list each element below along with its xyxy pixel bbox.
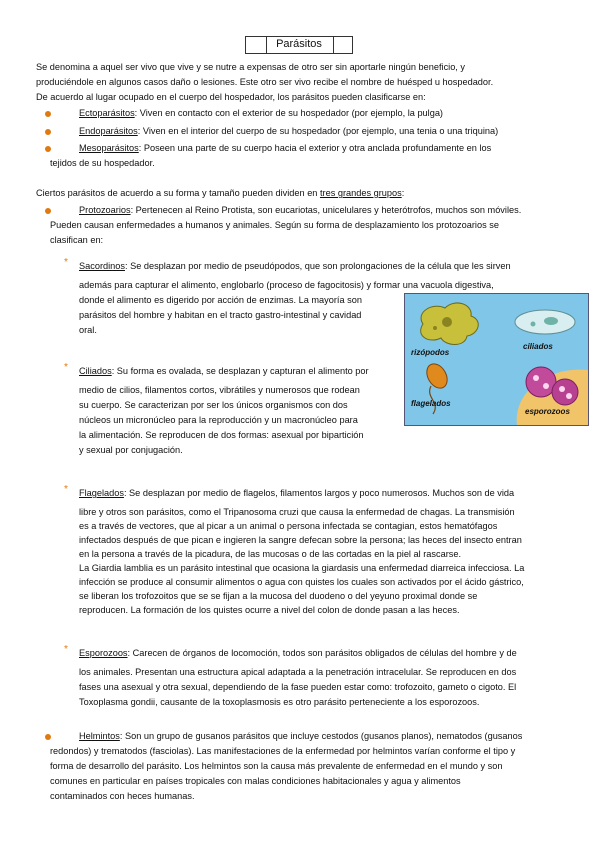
groups-intro-pre: Ciertos parásitos de acuerdo a su forma y tamaño pueden dividen en <box>36 188 320 198</box>
sporozoa-spot <box>533 375 539 381</box>
sarcodinos-line-4: parásitos del hombre y habitan en el tracto gastro-intestinal y cavidad <box>79 310 362 320</box>
flagelados-line-9: reproducen. La formación de los quistes ocurre a nivel del colon de donde pasan a las heces. <box>79 605 460 615</box>
bullet-icon <box>45 734 51 740</box>
ciliados-line-2: medio de cilios, filamentos cortos, vibrátiles y numerosos que rodean <box>79 385 360 395</box>
class-meso-cont: tejidos de su hospedador. <box>50 158 155 168</box>
sarcodinos-line-1 <box>79 259 511 274</box>
star-bullet-icon: * <box>64 484 68 495</box>
intro-line-3: De acuerdo al lugar ocupado en el cuerpo del hospedador, los parásitos pueden clasificarse en: <box>36 92 426 102</box>
class-ecto-text: : Viven en contacto con el exterior de su hospedador (por ejemplo, la pulga) <box>134 108 443 118</box>
term-meso: Mesoparásitos <box>79 143 139 153</box>
sporozoa-spot <box>559 386 565 392</box>
bullet-icon <box>45 111 51 117</box>
bullet-icon <box>45 208 51 214</box>
page-title-box <box>245 36 353 54</box>
term-ecto: Ectoparásitos <box>79 108 135 118</box>
bullet-icon <box>45 129 51 135</box>
sporozoa-spot <box>566 393 572 399</box>
term-helmintos: Helmintos <box>79 731 120 741</box>
sporozoa-spot <box>543 383 549 389</box>
flagelados-line-1 <box>79 486 514 501</box>
term-flagelados: Flagelados <box>79 488 124 498</box>
helmintos-line-3: forma de desarrollo del parásito. Los helmintos son la causa más prevalente de enfermedad en el mundo y son <box>50 761 503 771</box>
term-ciliados: Ciliados <box>79 366 112 376</box>
protozoarios-line-1 <box>79 203 521 218</box>
ciliados-line-4: núcleos un micronúcleo para la reproducción y un macronúcleo para <box>79 415 358 425</box>
term-esporozoos: Esporozoos <box>79 648 128 658</box>
helmintos-line-4: comunes en particular en países tropicales con malas condiciones habitacionales y agua y alimentos <box>50 776 461 786</box>
esporozoos-line-2: los animales. Presentan una estructura apical adaptada a la penetración intracelular. Se reproducen en dos <box>79 667 517 677</box>
groups-intro <box>36 186 404 201</box>
sarcodinos-line-2: además para capturar el alimento, englobarlo (proceso de fagocitosis) y formar una vacuola digestiva, <box>79 280 494 290</box>
esporozoos-line-4: Toxoplasma gondii, causante de la toxoplasmosis es otro parásito perteneciente a los esporozoos. <box>79 697 480 707</box>
label-esporozoos: esporozoos <box>525 407 570 416</box>
sporozoa-cell-2 <box>552 379 578 405</box>
helmintos-line-2: redondos) y trematodos (fasciolas). Las manifestaciones de la enfermedad por helmintos varían conforme el tipo y <box>50 746 516 756</box>
protozoarios-line-3: clasifican en: <box>50 235 104 245</box>
flagelados-line-8: se liberan los trofozoitos que se se fijan a la mucosa del duodeno o del yeyuno proximal donde se <box>79 591 478 601</box>
star-bullet-icon: * <box>64 644 68 655</box>
esporozoos-line-1 <box>79 646 517 661</box>
intro-line-1: Se denomina a aquel ser vivo que vive y se nutre a expensas de otro ser sin aportarle ningún beneficio, y <box>36 62 466 72</box>
ciliados-line-5: la alimentación. Se reproducen de dos formas: asexual por bipartición <box>79 430 364 440</box>
sarcodinos-line-3: donde el alimento es digerido por acción de enzimas. La mayoría son <box>79 295 362 305</box>
esporozoos-text-1: : Carecen de órganos de locomoción, todos son parásitos obligados de células del hombre y de <box>127 648 517 658</box>
class-endo-text: : Viven en el interior del cuerpo de su hospedador (por ejemplo, una tenia o una triquina) <box>137 126 499 136</box>
paramecium-vacuole <box>531 322 536 327</box>
sporozoa-cell-1 <box>526 367 556 397</box>
star-bullet-icon: * <box>64 257 68 268</box>
sarcodinos-line-5: oral. <box>79 325 97 335</box>
class-meso <box>79 141 491 156</box>
helmintos-line-1 <box>79 729 522 744</box>
paramecium-nucleus <box>544 317 558 325</box>
intro-line-2: produciéndole en algunos casos daño o lesiones. Este otro ser vivo recibe el nombre de huésped u hospedador. <box>36 77 494 87</box>
flagelados-line-5: en la persona a través de la picadura, de las mucosas o de las cortadas en la piel al rascarse. <box>79 549 462 559</box>
groups-intro-term: tres grandes grupos <box>319 188 402 198</box>
protozoarios-text-1: : Pertenecen al Reino Protista, son eucariotas, unicelulares y heterótrofos, muchos son móviles. <box>130 205 522 215</box>
helmintos-line-5: contaminados con heces humanas. <box>50 791 195 801</box>
sarcodinos-text-1: : Se desplazan por medio de pseudópodos, que son prolongaciones de la célula que les sirven <box>124 261 511 271</box>
bullet-icon <box>45 146 51 152</box>
protozoarios-line-2: Pueden causan enfermedades a humanos y animales. Según su forma de desplazamiento los protozoarios se <box>50 220 499 230</box>
amoeba-nucleus <box>442 317 452 327</box>
ciliados-line-3: su cuerpo. Se caracterizan por ser los únicos organismos con dos <box>79 400 348 410</box>
star-bullet-icon: * <box>64 362 68 373</box>
label-ciliados: ciliados <box>523 342 553 351</box>
flagelados-text-1: : Se desplazan por medio de flagelos, filamentos largos y poco numerosos. Muchos son de vida <box>123 488 515 498</box>
term-protozoarios: Protozoarios <box>79 205 131 215</box>
ciliados-line-6: y sexual por conjugación. <box>79 445 183 455</box>
esporozoos-line-3: fases una asexual y otra sexual, dependiendo de la fase pueden estar como: trofozoito, gameto o cigoto. El <box>79 682 517 692</box>
flagelados-line-2: libre y otros son parásitos, como el Tripanosoma cruzi que causa la enfermedad de chagas. La transmisión <box>79 507 515 517</box>
term-endo: Endoparásitos <box>79 126 138 136</box>
label-flagelados: flagelados <box>411 399 451 408</box>
ciliados-text-1: : Su forma es ovalada, se desplazan y capturan el alimento por <box>111 366 369 376</box>
flagelados-line-6: La Giardia lamblia es un parásito intestinal que ocasiona la giardasis una enfermedad diarreica infecciosa. La <box>79 563 525 573</box>
ciliados-line-1 <box>79 364 369 379</box>
protozoa-illustration <box>404 293 589 426</box>
class-meso-text: : Poseen una parte de su cuerpo hacia el exterior y otra anclada profundamente en los <box>138 143 492 153</box>
flagelados-line-7: infección se produce al consumir alimentos o agua con quistes los cuales son activados por el ácido gástrico, <box>79 577 524 587</box>
class-ecto <box>79 106 443 121</box>
amoeba-vacuole <box>433 326 437 330</box>
label-rizopodos: rizópodos <box>411 348 450 357</box>
helmintos-text-1: : Son un grupo de gusanos parásitos que incluye cestodos (gusanos planos), nematodos (gusanos <box>119 731 523 741</box>
groups-intro-post: : <box>401 188 405 198</box>
flagelados-line-4: infectados después de que pican e ingieren la sangre defecan sobre la persona; las heces del insecto entran <box>79 535 522 545</box>
page-title: Parásitos <box>276 38 322 50</box>
class-endo <box>79 124 498 139</box>
term-sarcodinos: Sacordinos <box>79 261 125 271</box>
flagelados-line-3: es a través de vectores, que al picar a un animal o persona infectada se contagian, estos hematófagos <box>79 521 498 531</box>
